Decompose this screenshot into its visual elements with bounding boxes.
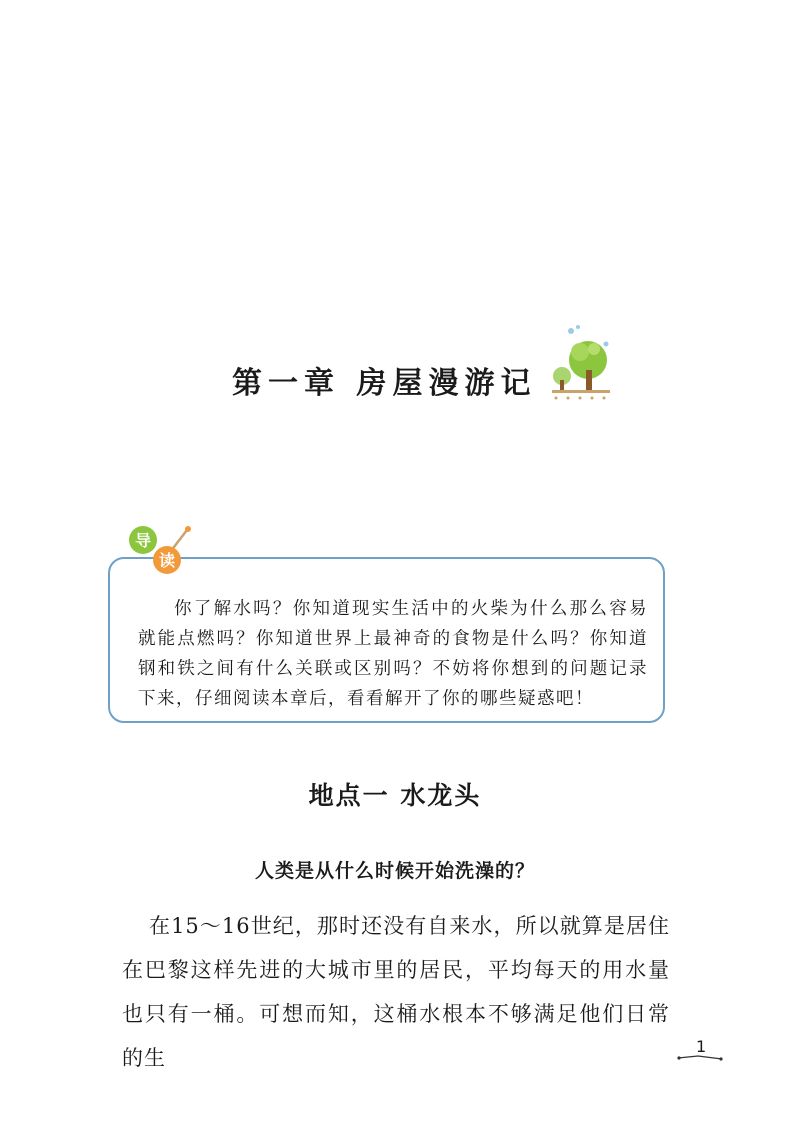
body-paragraph: 在15～16世纪，那时还没有自来水，所以就算是居住在巴黎这样先进的大城市里的居民，平均每天的用水量也只有一桶。可想而知，这桶水根本不够满足他们日常的生 (122, 914, 670, 1070)
guide-text: 你了解水吗？你知道现实生活中的火柴为什么那么容易就能点燃吗？你知道世界上最神奇的食物是什么吗？你知道钢和铁之间有什么关联或区别吗？不妨将你想到的问题记录下来，仔细阅读本章后，看看解开了你的哪些疑惑吧！ (138, 599, 648, 709)
page-number: 1 (696, 1037, 707, 1056)
guide-badge-char-1: 导 (134, 531, 152, 550)
page-number-underline-icon (676, 1050, 724, 1064)
section-title: 地点一 水龙头 (308, 781, 482, 810)
chapter-title: 第一章 房屋漫游记 (232, 366, 537, 401)
guide-badge (125, 520, 199, 582)
tree-decoration-icon (548, 322, 614, 402)
question-heading: 人类是从什么时候开始洗澡的？ (254, 860, 535, 882)
guide-badge-char-2: 读 (158, 551, 176, 570)
